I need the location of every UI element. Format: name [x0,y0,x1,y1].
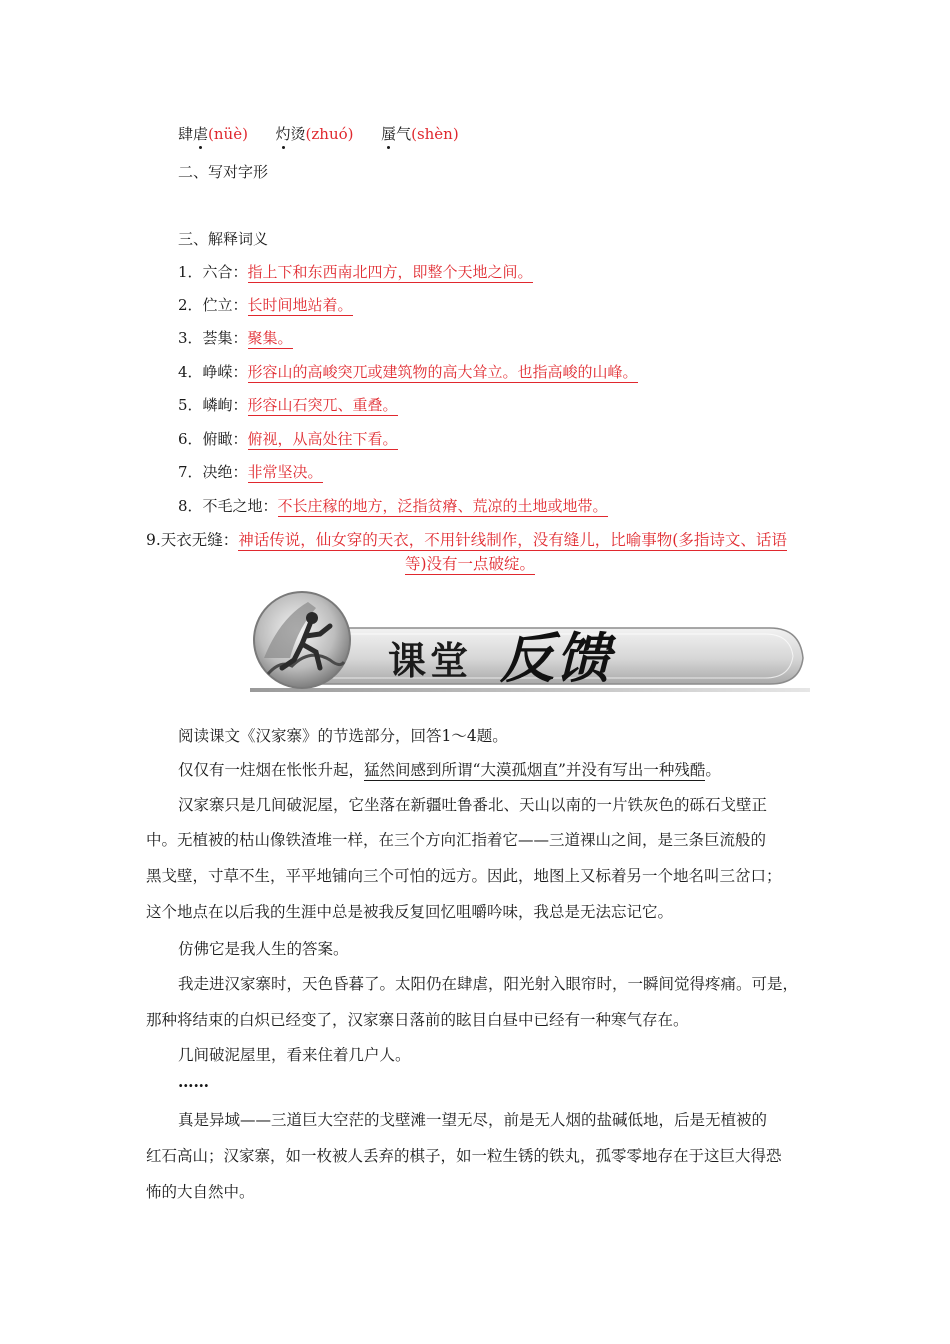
definition-item-9-continued [405,554,535,574]
term: 5．嶙峋： [178,396,248,414]
definition-item [178,362,638,382]
reading-paragraph-6-line: 红石高山；汉家寨，如一枚被人丢弃的棋子，如一粒生锈的铁丸，孤零零地存在于这巨大得恐 [146,1147,782,1165]
reading-paragraph-6-line: 怖的大自然中。 [146,1183,255,1201]
pinyin-item-1 [178,125,248,143]
banner-char: 堂 [430,638,473,683]
term: 3．荟集： [178,329,248,347]
reading-paragraph-2-line: 黑戈壁，寸草不生，平平地铺向三个可怕的远方。因此，地图上又标着另一个地名叫三岔口； [146,867,782,885]
definition: 聚集。 [247,329,293,347]
underlined-text: 猛然间感到所谓“大漠孤烟直”并没有写出一种残酷 [364,761,706,779]
term: 1．六合： [178,263,248,281]
definition-item [178,395,398,415]
definition: 神话传说，仙女穿的天衣，不用针线制作，没有缝儿，比喻事物(多指诗文、话语 [238,531,787,549]
banner-char: 课 [388,638,431,683]
reading-paragraph-5: 几间破泥屋里，看来住着几户人。 [178,1046,411,1064]
banner-title-large [500,616,612,693]
pinyin-line [178,124,459,144]
reading-intro: 阅读课文《汉家寨》的节选部分，回答1～4题。 [178,727,508,745]
definition: 形容山石突兀、重叠。 [247,396,398,414]
term: 4．峥嵘： [178,363,248,381]
definition-item [178,262,533,282]
section2-title: 二、写对字形 [178,163,269,181]
banner-char: 反 [500,626,556,690]
reading-paragraph-4-line: 我走进汉家寨时，天色昏暮了。太阳仍在肆虐，阳光射入眼帘时，一瞬间觉得疼痛。可是， [178,975,799,993]
dotted-char: 灼 [275,125,291,143]
definition: 不长庄稼的地方，泛指贫瘠、荒凉的土地或地带。 [277,497,608,515]
definition-item [178,496,608,516]
dotted-char: 虐 [193,125,209,143]
definition: 长时间地站着。 [247,296,353,314]
definition: 形容山的高峻突兀或建筑物的高大耸立。也指高峻的山峰。 [247,363,638,381]
definition-item [178,328,293,348]
reading-paragraph-2-line: 汉家寨只是几间破泥屋，它坐落在新疆吐鲁番北、天山以南的一片铁灰色的砾石戈壁正 [178,796,768,814]
definition: 非常坚决。 [247,463,323,481]
definition-item [178,295,353,315]
term: 8．不毛之地： [178,497,278,515]
term: 6．俯瞰： [178,430,248,448]
section3-title: 三、解释词义 [178,230,269,248]
paragraph-text: 仅仅有一炷烟在怅怅升起， [178,761,365,779]
banner-title [388,630,472,685]
word-text: 气 [396,125,412,143]
pinyin-item-3 [381,125,459,143]
reading-paragraph-2-line: 中。无植被的枯山像铁渣堆一样，在三个方向汇指着它——三道裸山之间，是三条巨流般的 [146,831,767,849]
banner-char: 馈 [556,626,612,690]
section-banner [250,588,810,698]
reading-paragraph-4-line: 那种将结束的白炽已经变了，汉家寨日落前的眩目白昼中已经有一种寒气存在。 [146,1011,689,1029]
definition-item-9 [146,530,787,550]
paragraph-text: 。 [705,761,721,779]
pinyin-item-2 [276,125,354,143]
word-text: 烫 [290,125,306,143]
pinyin-text: (shèn) [411,125,459,143]
reading-paragraph-3: 仿佛它是我人生的答案。 [178,940,349,958]
word-text: 肆 [178,125,194,143]
definition: 指上下和东西南北四方，即整个天地之间。 [247,263,533,281]
dotted-char: 蜃 [381,125,397,143]
ellipsis: …… [178,1072,209,1091]
pinyin-text: (nüè) [208,125,248,143]
term: 9.天衣无缝： [146,531,239,549]
definition: 俯视，从高处往下看。 [247,430,398,448]
definition-item [178,429,398,449]
reading-paragraph-1 [178,760,721,780]
reading-paragraph-6-line: 真是异域——三道巨大空茫的戈壁滩一望无尽，前是无人烟的盐碱低地，后是无植被的 [178,1111,768,1129]
reading-paragraph-2-line: 这个地点在以后我的生涯中总是被我反复回忆咀嚼吟味，我总是无法忘记它。 [146,903,674,921]
pinyin-text: (zhuó) [305,125,354,143]
term: 2．伫立： [178,296,248,314]
definition: 等)没有一点破绽。 [405,555,536,573]
definition-item [178,462,323,482]
term: 7．决绝： [178,463,248,481]
